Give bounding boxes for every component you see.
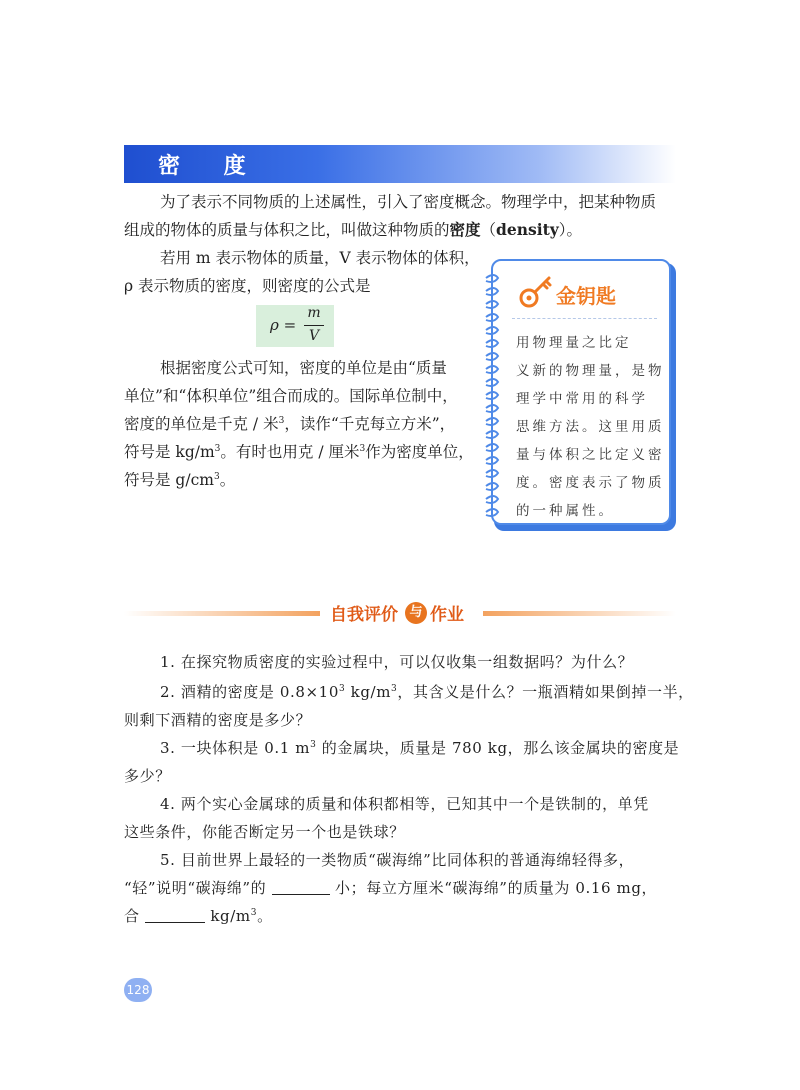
text-span: ，其含义是什么？一瓶酒精如果倒掉一半， bbox=[397, 683, 694, 701]
homework-title-homework: 作业 bbox=[430, 605, 464, 625]
superscript: 3 bbox=[310, 740, 317, 750]
question-2-line-1 bbox=[160, 677, 694, 708]
text-span: ）。 bbox=[558, 221, 583, 239]
text-span: 。有时也用克 / 厘米 bbox=[220, 443, 360, 461]
text-span: 。 bbox=[219, 471, 236, 489]
term-density-en: density bbox=[496, 220, 559, 239]
text-span: 作为密度单位， bbox=[365, 443, 474, 461]
paragraph-2-line-1: 若用 m 表示物体的质量，V 表示物体的体积， bbox=[160, 249, 480, 267]
superscript: 3 bbox=[359, 444, 366, 454]
text-span: 合 bbox=[124, 907, 140, 925]
answer-blank[interactable] bbox=[272, 880, 330, 895]
text-span: 符号是 kg/m bbox=[124, 443, 215, 461]
paragraph-3-line-1: 根据密度公式可知，密度的单位是由“质量 bbox=[160, 359, 447, 377]
superscript: 3 bbox=[278, 416, 285, 426]
question-2-line-2: 则剩下酒精的密度是多少？ bbox=[124, 711, 312, 729]
formula-lhs: ρ = bbox=[270, 316, 297, 334]
paragraph-2-line-2: ρ 表示物质的密度，则密度的公式是 bbox=[124, 277, 371, 295]
fraction-bar bbox=[304, 325, 324, 326]
superscript: 3 bbox=[391, 684, 398, 694]
text-span: “轻”说明“碳海绵”的 bbox=[124, 879, 267, 897]
paragraph-3-line-5 bbox=[124, 464, 235, 496]
text-span: kg/m bbox=[345, 683, 392, 701]
homework-title-self-eval: 自我评价 bbox=[330, 605, 398, 625]
question-4-line-2: 这些条件，你能否断定另一个也是铁球？ bbox=[124, 823, 405, 841]
homework-title-and-badge: 与 bbox=[405, 602, 427, 624]
question-5-line-1: 5. 目前世界上最轻的一类物质“碳海绵”比同体积的普通海绵轻得多， bbox=[160, 851, 635, 869]
text-span: 。 bbox=[257, 907, 273, 925]
question-1: 1. 在探究物质密度的实验过程中，可以仅收集一组数据吗？为什么？ bbox=[160, 653, 634, 671]
superscript: 3 bbox=[213, 472, 220, 482]
text-span: 2. 酒精的密度是 0.8×10 bbox=[160, 683, 339, 701]
key-box-line: 理学中常用的科学 bbox=[516, 391, 648, 407]
paragraph-3-line-2: 单位”和“体积单位”组合而成的。国际单位制中， bbox=[124, 387, 458, 405]
superscript: 3 bbox=[250, 908, 258, 918]
key-box-divider bbox=[512, 318, 657, 319]
question-3-line-1 bbox=[160, 733, 679, 764]
text-span: 符号是 g/cm bbox=[124, 471, 214, 489]
section-title: 密 度 bbox=[158, 154, 264, 179]
key-box-line: 的一种属性。 bbox=[516, 503, 615, 519]
formula-numerator: m bbox=[307, 305, 321, 321]
text-span: 3. 一块体积是 0.1 m bbox=[160, 739, 311, 757]
answer-blank[interactable] bbox=[145, 908, 205, 923]
paragraph-1-line-1: 为了表示不同物质的上述属性，引入了密度概念。物理学中，把某种物质 bbox=[160, 193, 657, 211]
key-icon bbox=[516, 272, 556, 312]
question-5-line-2 bbox=[124, 873, 657, 904]
question-3-line-2: 多少？ bbox=[124, 767, 171, 785]
text-span: kg/m bbox=[210, 907, 251, 925]
formula-denominator: V bbox=[308, 328, 320, 344]
term-density-cn: 密度 bbox=[449, 220, 481, 239]
text-span: 的金属块，质量是 780 kg，那么该金属块的密度是 bbox=[316, 739, 680, 757]
text-span: （ bbox=[480, 221, 497, 239]
question-5-line-3 bbox=[124, 901, 273, 932]
key-box-line: 量与体积之比定义密 bbox=[516, 447, 665, 463]
text-span: 组成的物体的质量与体积之比，叫做这种物质的 bbox=[124, 221, 450, 239]
key-box-line: 思维方法。这里用质 bbox=[516, 419, 665, 435]
key-box-line: 义新的物理量，是物 bbox=[516, 363, 665, 379]
spiral-binding-icon bbox=[484, 272, 502, 520]
key-box-line: 用物理量之比定 bbox=[516, 335, 632, 351]
key-box-line: 度。密度表示了物质 bbox=[516, 475, 665, 491]
homework-rule-left bbox=[124, 611, 320, 616]
question-4-line-1: 4. 两个实心金属球的质量和体积都相等，已知其中一个是铁制的，单凭 bbox=[160, 795, 649, 813]
homework-rule-right bbox=[483, 611, 676, 616]
superscript: 3 bbox=[214, 444, 221, 454]
text-span: ，读作“千克每立方米”， bbox=[284, 415, 456, 433]
page-number: 128 bbox=[124, 978, 152, 1002]
text-span: 小；每立方厘米“碳海绵”的质量为 0.16 mg， bbox=[335, 879, 658, 897]
superscript: 3 bbox=[338, 684, 346, 694]
text-span: 密度的单位是千克 / 米 bbox=[124, 415, 279, 433]
key-box-title: 金钥匙 bbox=[556, 284, 616, 308]
